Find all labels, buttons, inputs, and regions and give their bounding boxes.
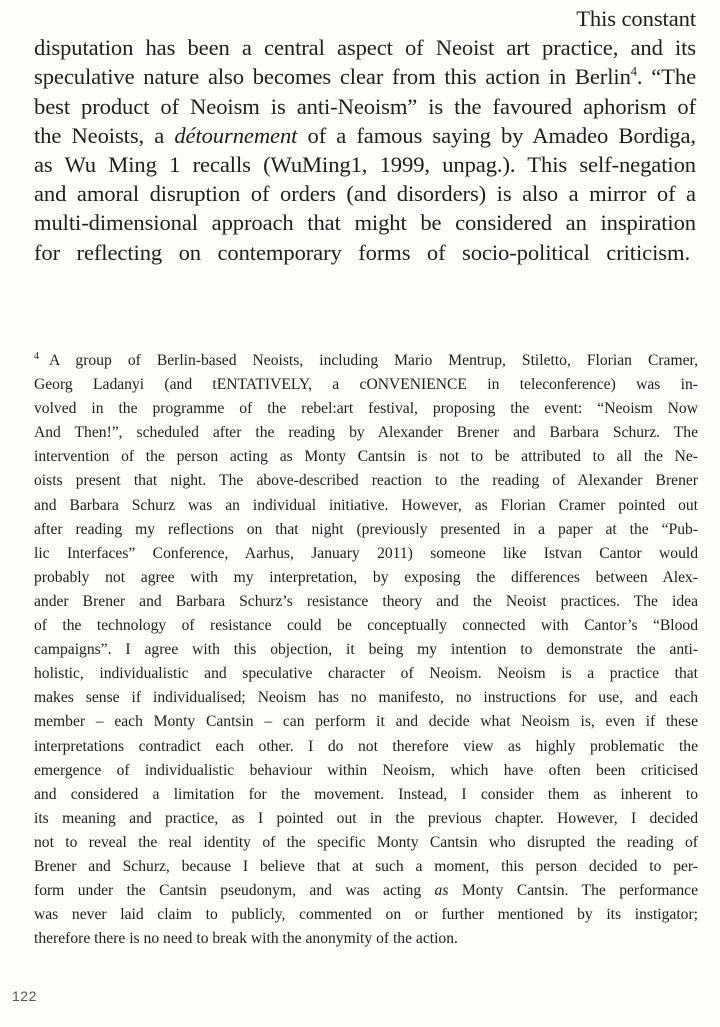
body-paragraph	[34, 4, 696, 267]
footnote-number: 4	[34, 351, 39, 362]
footnote-line: after reading my reflections on that night (previously presented in a paper at the “Pub-	[34, 520, 698, 538]
footnote-line: ander Brener and Barbara Schurz’s resistance theory and the Neoist practices. The idea	[34, 592, 698, 610]
text-line: as Wu Ming 1 recalls (WuMing1, 1999, unpag.). This self-negation	[34, 152, 696, 178]
page-number: 122	[12, 988, 37, 1004]
footnote-line: Georg Ladanyi (and tENTATIVELY, a cONVENIENCE in teleconference) was in-	[34, 376, 698, 394]
footnote-line: oists present that night. The above-described reaction to the reading of Alexander Brener	[34, 472, 698, 490]
text-segment: Monty Cantsin. The performance	[448, 882, 698, 900]
italic-term: as	[434, 882, 449, 900]
footnote-line: and considered a limitation for the movement. Instead, I consider them as inherent to	[34, 785, 698, 803]
text-line: and amoral disruption of orders (and disorders) is also a mirror of a	[34, 181, 696, 207]
footnote-line: emergence of individualistic behaviour within Neoism, which have often been criticised	[34, 761, 698, 779]
footnote-line	[34, 349, 698, 373]
footnote-line: probably not agree with my interpretation, by exposing the differences between Alex-	[34, 568, 698, 586]
text-segment: the Neoists, a	[34, 122, 175, 148]
footnote-line: and Barbara Schurz was an individual initiative. However, as Florian Cramer pointed out	[34, 496, 698, 514]
footnote-line	[34, 879, 698, 903]
footnote-line: makes sense if individualised; Neoism has no manifesto, no instructions for use, and each	[34, 689, 698, 707]
text-segment: of a famous saying by Amadeo Bordiga,	[297, 122, 696, 148]
text-line: for reflecting on contemporary forms of socio-political criticism.	[34, 239, 690, 265]
text-line	[34, 62, 696, 91]
footnote-line: Brener and Schurz, because I believe that at such a moment, this person decided to per-	[34, 857, 698, 875]
text-segment: A group of Berlin-based Neoists, including Mario Mentrup, Stiletto, Florian Cramer,	[49, 352, 698, 369]
text-line: multi-dimensional approach that might be considered an inspiration	[34, 210, 696, 236]
text-segment: speculative nature also becomes clear from this action in Berlin	[34, 64, 631, 90]
text-segment: form under the Cantsin pseudonym, and was acting	[34, 882, 435, 900]
footnote-line: volved in the programme of the rebel:art festival, proposing the event: “Neoism Now	[34, 400, 698, 418]
footnote-line: member – each Monty Cantsin – can perform it and decide what Neoism is, even if these	[34, 713, 698, 731]
footnote-line: not to reveal the real identity of the specific Monty Cantsin who disrupted the reading of	[34, 833, 698, 851]
italic-term: détournement	[174, 122, 298, 148]
text-line	[34, 121, 696, 150]
footnote-line: of the technology of resistance could be conceptually connected with Cantor’s “Blood	[34, 617, 698, 635]
footnote-line: was never laid claim to publicly, commented on or further mentioned by its instigator;	[34, 906, 698, 924]
footnote-reference[interactable]: 4	[630, 64, 637, 79]
footnote-line: campaigns”. I agree with this objection, it being my intention to demonstrate the anti-	[34, 641, 698, 659]
footnote-line: holistic, individualistic and speculative character of Neoism. Neoism is a practice that	[34, 665, 698, 683]
footnote-line: lic Interfaces” Conference, Aarhus, January 2011) someone like Istvan Cantor would	[34, 544, 698, 562]
footnote	[34, 349, 698, 951]
text-line: best product of Neoism is anti-Neoism” is the favoured aphorism of	[34, 93, 696, 119]
text-line: This constant	[576, 6, 696, 31]
footnote-line: therefore there is no need to break with the anonymity of the action.	[34, 930, 458, 948]
footnote-line: intervention of the person acting as Monty Cantsin is not to be attributed to all the Ne-	[34, 448, 698, 466]
footnote-line: And Then!”, scheduled after the reading by Alexander Brener and Barbara Schurz. The	[34, 424, 698, 442]
footnote-line: interpretations contradict each other. I do not therefore view as highly problematic the	[34, 737, 698, 755]
text-line: disputation has been a central aspect of Neoist art practice, and its	[34, 35, 696, 61]
text-segment: . “The	[636, 64, 696, 90]
footnote-line: its meaning and practice, as I pointed out in the previous chapter. However, I decided	[34, 809, 698, 827]
